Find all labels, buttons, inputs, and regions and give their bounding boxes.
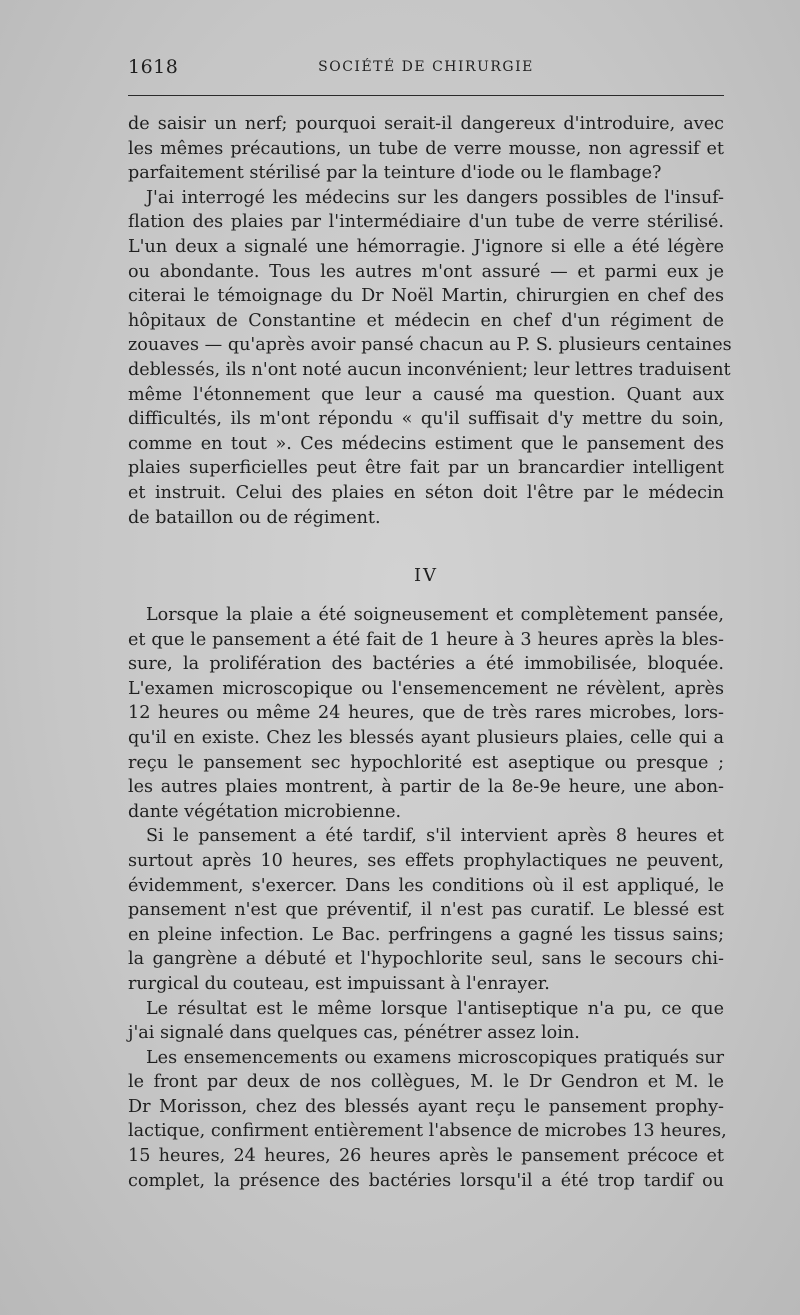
text-line: pansement n'est que préventif, il n'est pas curatif. Le blessé est [128,900,724,921]
page-header [128,56,724,80]
text-line: de saisir un nerf; pourquoi serait-il dangereux d'introduire, avec [128,114,724,134]
text-line: même l'étonnement que leur a causé ma question. Quant aux [128,384,724,405]
text-line: en pleine infection. Le Bac. perfringens a gagné les tissus sains; [128,924,724,945]
text-line: Dr Morisson, chez des blessés ayant reçu le pansement prophy- [128,1096,724,1117]
text-block-top [128,112,732,530]
text-line: J'ai interrogé les médecins sur les dangers possibles de l'insuf- [146,187,724,208]
text-line: deblessés, ils n'ont noté aucun inconvénient; leur lettres traduisent [128,359,731,380]
text-line: Si le pansement a été tardif, s'il intervient après 8 heures et [146,826,724,847]
text-line: les mêmes précautions, un tube de verre mousse, non agressif et [128,138,724,159]
text-line: difficultés, ils m'ont répondu « qu'il suffisait d'y mettre du soin, [128,409,724,430]
text-line: j'ai signalé dans quelques cas, pénétrer assez loin. [128,1023,580,1044]
text-line: et instruit. Celui des plaies en séton doit l'être par le médecin [128,482,724,503]
text-line: plaies superficielles peut être fait par un brancardier intelligent [128,458,724,479]
text-line: les autres plaies montrent, à partir de la 8e-9e heure, une abon- [128,777,724,798]
text-line: complet, la présence des bactéries lorsqu'il a été trop tardif ou [128,1170,724,1191]
text-line: sure, la prolifération des bactéries a été immobilisée, bloquée. [128,654,724,675]
text-line: 12 heures ou même 24 heures, que de très rares microbes, lors- [128,703,724,724]
text-line: surtout après 10 heures, ses effets prophylactiques ne peuvent, [128,850,724,871]
text-line: lactique, confirment entièrement l'absence de microbes 13 heures, [128,1121,727,1142]
text-line: ou abondante. Tous les autres m'ont assuré — et parmi eux je [128,261,724,282]
text-block-bottom [128,603,727,1193]
paragraph [128,112,724,186]
text-line: et que le pansement a été fait de 1 heure à 3 heures après la bles- [128,629,724,650]
text-line: rurgical du couteau, est impuissant à l'enrayer. [128,973,550,994]
text-line: le front par deux de nos collègues, M. le Dr Gendron et M. le [128,1072,724,1093]
text-line: comme en tout ». Ces médecins estiment que le pansement des [128,433,724,454]
text-line: L'un deux a signalé une hémorragie. J'ignore si elle a été légère [128,236,724,257]
text-line: Le résultat est le même lorsque l'antiseptique n'a pu, ce que [146,998,724,1019]
header-rule [128,95,724,96]
text-line: évidemment, s'exercer. Dans les conditions où il est appliqué, le [128,875,724,896]
text-line: hôpitaux de Constantine et médecin en chef d'un régiment de [128,310,724,331]
text-line: L'examen microscopique ou l'ensemencement ne révèlent, après [128,678,724,699]
text-line: citerai le témoignage du Dr Noël Martin, chirurgien en chef des [128,286,724,307]
text-line: Les ensemencements ou examens microscopiques pratiqués sur [146,1047,724,1068]
paragraph [128,1046,727,1194]
running-head: SOCIÉTÉ DE CHIRURGIE [318,59,534,75]
paragraph [128,824,724,996]
text-line: de bataillon ou de régiment. [128,507,381,528]
text-line: flation des plaies par l'intermédiaire d'un tube de verre stérilisé. [128,212,724,233]
paragraph [128,997,724,1046]
text-line: zouaves — qu'après avoir pansé chacun au P. S. plusieurs centaines [128,335,732,356]
page-number: 1618 [128,56,179,78]
text-line: Lorsque la plaie a été soigneusement et complètement pansée, [146,605,724,625]
paragraph [128,603,724,824]
text-line: 15 heures, 24 heures, 26 heures après le pansement précoce et [128,1146,724,1167]
text-line: qu'il en existe. Chez les blessés ayant plusieurs plaies, celle qui a [128,727,724,748]
text-line: parfaitement stérilisé par la teinture d'iode ou le flambage? [128,163,662,184]
section-number: IV [413,565,439,586]
text-line: reçu le pansement sec hypochlorité est aseptique ou presque ; [128,752,724,773]
paragraph [128,186,732,530]
text-line: dante végétation microbienne. [128,801,402,822]
text-line: la gangrène a débuté et l'hypochlorite seul, sans le secours chi- [128,949,724,970]
